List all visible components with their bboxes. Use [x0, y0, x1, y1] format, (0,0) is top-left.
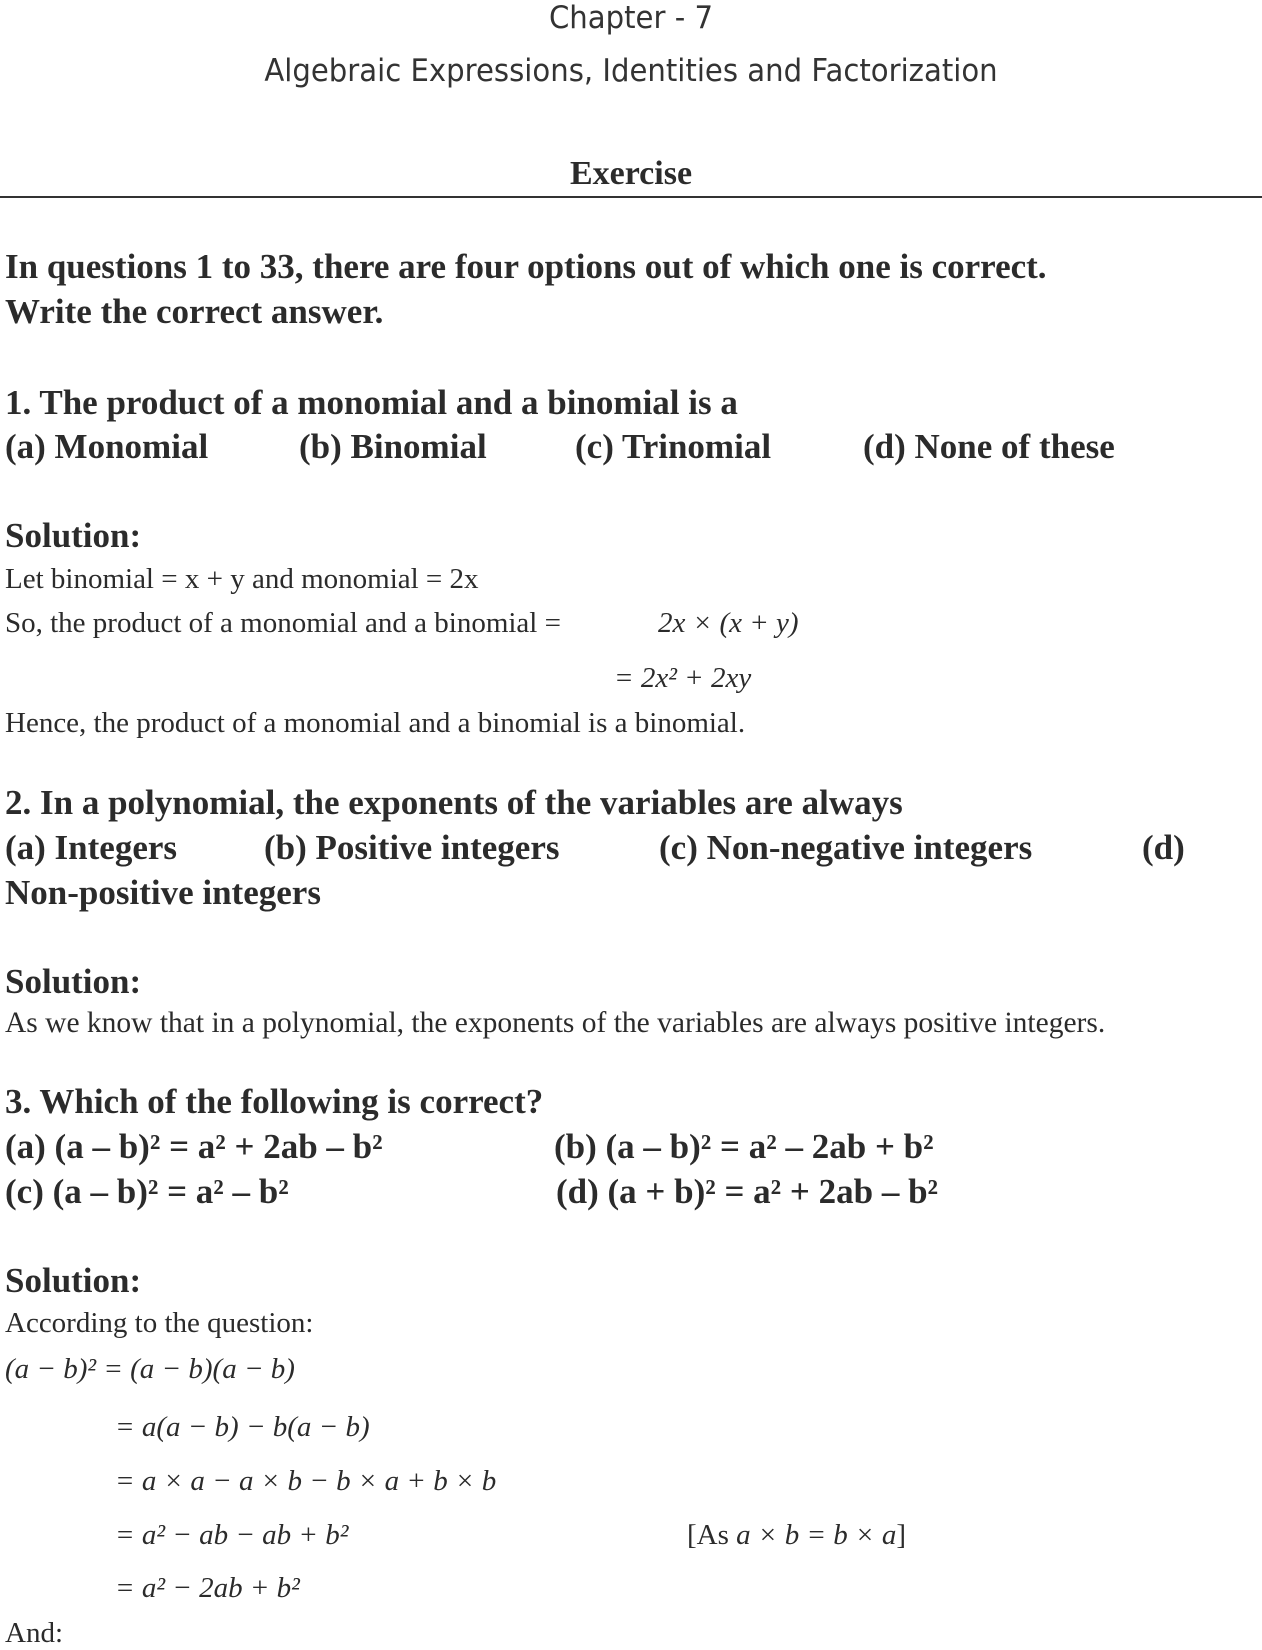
- q1-option-c: (c) Trinomial: [575, 427, 772, 466]
- q3-and-label: And:: [5, 1617, 63, 1649]
- question-1: 1. The product of a monomial and a binomial is a: [5, 383, 738, 422]
- q2-solution-label: Solution:: [5, 962, 142, 1001]
- q1-option-a: (a) Monomial: [5, 427, 209, 466]
- q2-option-d: (d): [1142, 828, 1185, 867]
- q2-option-c: (c) Non-negative integers: [659, 828, 1033, 867]
- q3-note-suffix: ]: [896, 1519, 907, 1551]
- q2-option-d-text: Non-positive integers: [5, 873, 321, 912]
- question-2: 2. In a polynomial, the exponents of the variables are always: [5, 783, 903, 822]
- q1-solution-label: Solution:: [5, 516, 142, 555]
- q3-step: = a × a − a × b − b × a + b × b: [115, 1465, 497, 1497]
- instruction-line: Write the correct answer.: [5, 292, 384, 331]
- q1-math: 2x × (x + y): [658, 607, 799, 639]
- instruction-line: In questions 1 to 33, there are four options out of which one is correct.: [5, 247, 1047, 286]
- q3-note-prefix: [As: [687, 1519, 729, 1551]
- q2-option-b: (b) Positive integers: [264, 828, 560, 867]
- q1-option-b: (b) Binomial: [299, 427, 487, 466]
- section-title: Exercise: [569, 155, 693, 192]
- q1-solution-line: So, the product of a monomial and a binomial =: [5, 607, 561, 639]
- q2-solution-line: As we know that in a polynomial, the exponents of the variables are always positive integers.: [5, 1007, 1106, 1039]
- q3-step: = a² − ab − ab + b²: [115, 1519, 349, 1551]
- chapter-heading: Chapter - 7: [548, 0, 714, 36]
- q1-solution-line: Let binomial = x + y and monomial = 2x: [5, 563, 479, 595]
- q1-option-d: (d) None of these: [863, 427, 1115, 466]
- q3-solution-intro: According to the question:: [5, 1307, 314, 1339]
- q3-note-math: a × b = b × a: [736, 1519, 897, 1551]
- q3-step: = a² − 2ab + b²: [115, 1572, 300, 1604]
- q3-option-a: (a) (a – b)² = a² + 2ab – b²: [5, 1127, 383, 1166]
- question-3: 3. Which of the following is correct?: [5, 1082, 544, 1121]
- divider: [0, 196, 1262, 198]
- q3-note: [687, 1517, 906, 1553]
- q3-option-c: (c) (a – b)² = a² – b²: [5, 1172, 289, 1211]
- q3-solution-label: Solution:: [5, 1261, 142, 1300]
- q3-option-b: (b) (a – b)² = a² – 2ab + b²: [554, 1127, 934, 1166]
- q1-math: = 2x² + 2xy: [614, 662, 752, 694]
- q3-step: (a − b)² = (a − b)(a − b): [5, 1353, 295, 1385]
- q3-option-d: (d) (a + b)² = a² + 2ab – b²: [556, 1172, 939, 1211]
- q2-option-a: (a) Integers: [5, 828, 178, 867]
- chapter-title: Algebraic Expressions, Identities and Factorization: [264, 53, 998, 89]
- q3-step: = a(a − b) − b(a − b): [115, 1411, 370, 1443]
- q1-solution-line: Hence, the product of a monomial and a binomial is a binomial.: [5, 707, 746, 739]
